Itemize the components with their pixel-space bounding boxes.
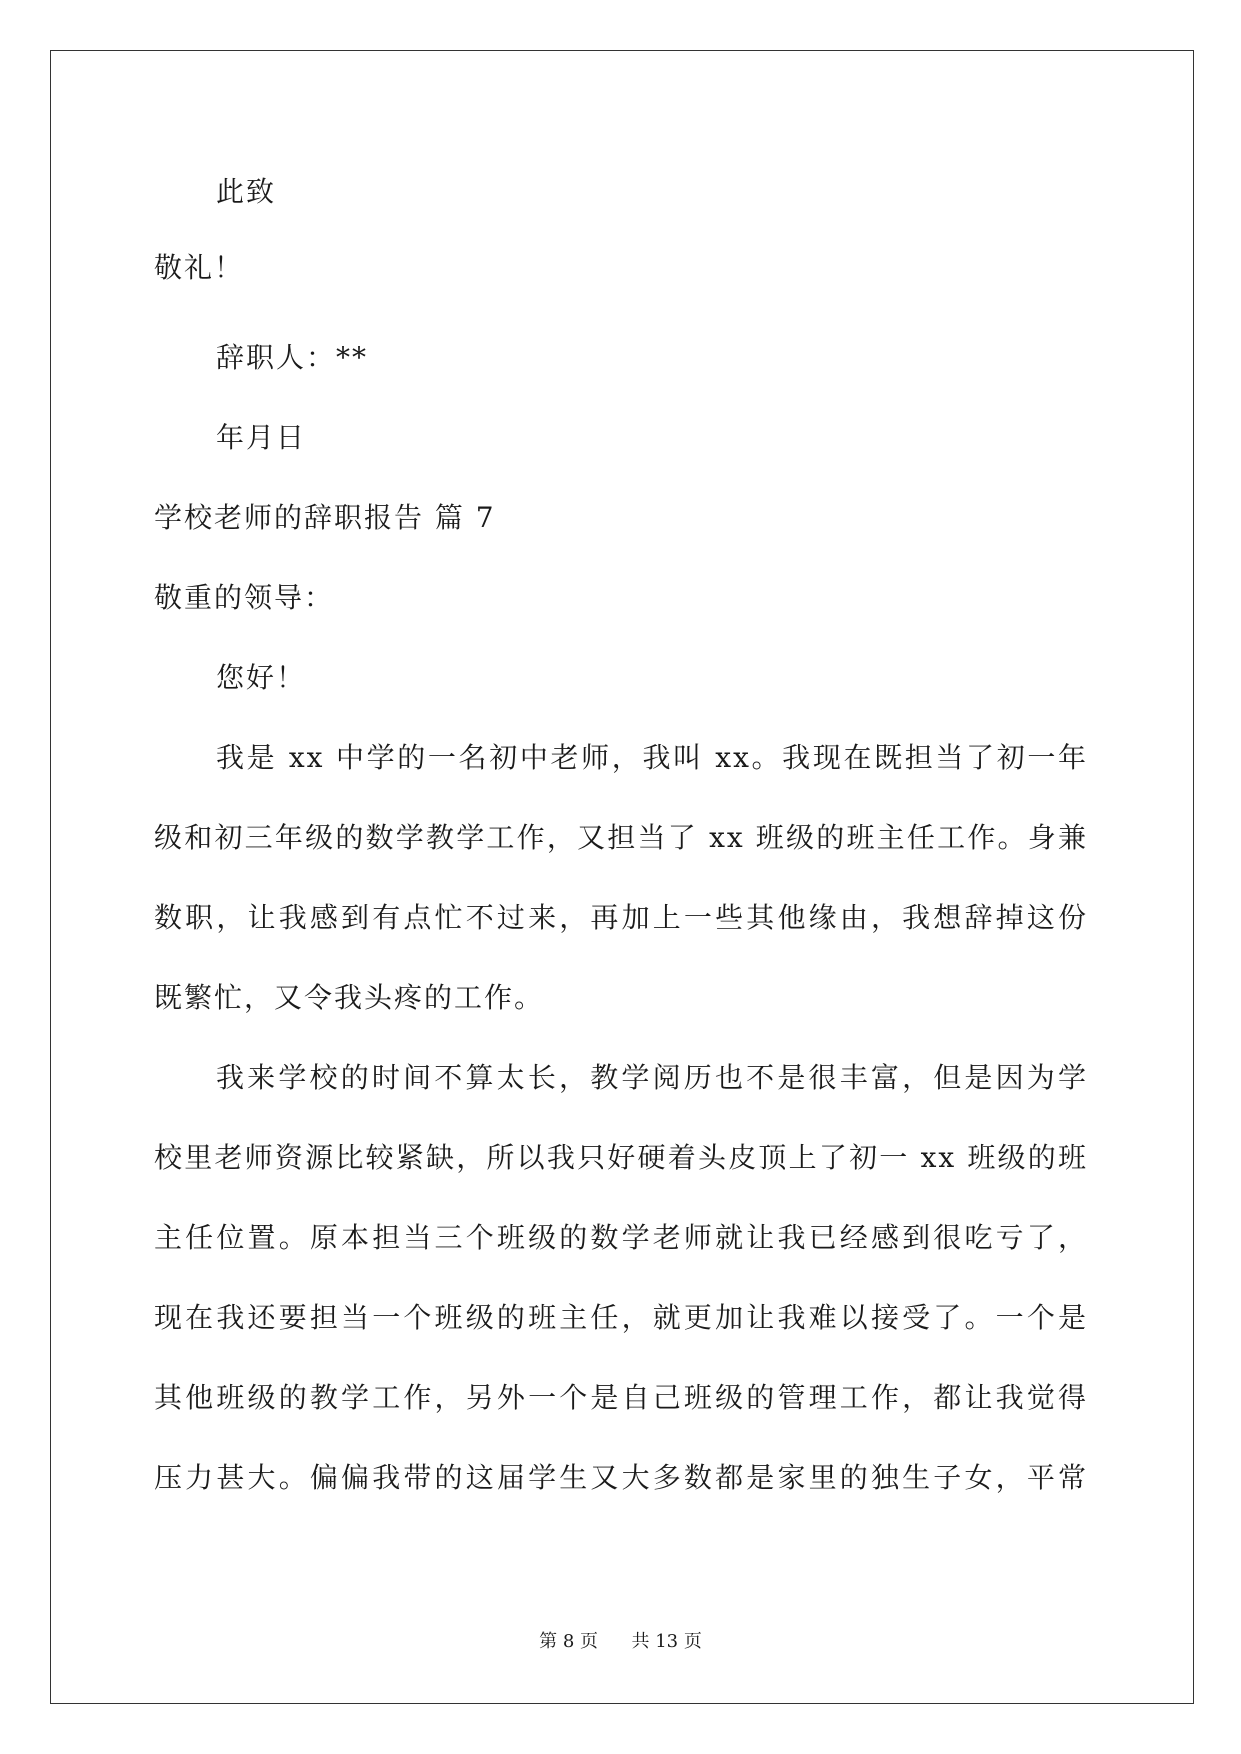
- letter-greeting: 您好！: [216, 661, 307, 694]
- page-total: 共 13 页: [631, 1631, 702, 1652]
- page-footer: [0, 1630, 1241, 1654]
- paragraph-2-line: 压力甚大。偏偏我带的这届学生又大多数都是家里的独生子女，平常: [154, 1461, 1088, 1494]
- paragraph-1-line: 既繁忙，又令我头疼的工作。: [154, 981, 545, 1014]
- paragraph-1-line: 级和初三年级的数学教学工作，又担当了 xx 班级的班主任工作。身兼: [154, 821, 1088, 854]
- page-number: 第 8 页: [539, 1631, 599, 1652]
- paragraph-2-line: 主任位置。原本担当三个班级的数学老师就让我已经感到很吃亏了，: [154, 1221, 1088, 1254]
- paragraph-1-line: 数职，让我感到有点忙不过来，再加上一些其他缘由，我想辞掉这份: [154, 901, 1088, 934]
- closing-regards: 敬礼！: [154, 251, 245, 284]
- paragraph-2-line: 我来学校的时间不算太长，教学阅历也不是很丰富，但是因为学: [216, 1061, 1088, 1094]
- paragraph-2-line: 校里老师资源比较紧缺，所以我只好硬着头皮顶上了初一 xx 班级的班: [154, 1141, 1088, 1174]
- letter-addressee: 敬重的领导：: [154, 581, 335, 614]
- section-title: 学校老师的辞职报告 篇 7: [154, 501, 496, 534]
- paragraph-2-line: 现在我还要担当一个班级的班主任，就更加让我难以接受了。一个是: [154, 1301, 1088, 1334]
- closing-salutation: 此致: [216, 175, 277, 208]
- paragraph-2-line: 其他班级的教学工作，另外一个是自己班级的管理工作，都让我觉得: [154, 1381, 1088, 1414]
- date-line: 年月日: [216, 421, 307, 454]
- page-border: [50, 50, 1194, 1704]
- signature-line: 辞职人：**: [216, 341, 369, 374]
- paragraph-1-line: 我是 xx 中学的一名初中老师，我叫 xx。我现在既担当了初一年: [216, 741, 1088, 774]
